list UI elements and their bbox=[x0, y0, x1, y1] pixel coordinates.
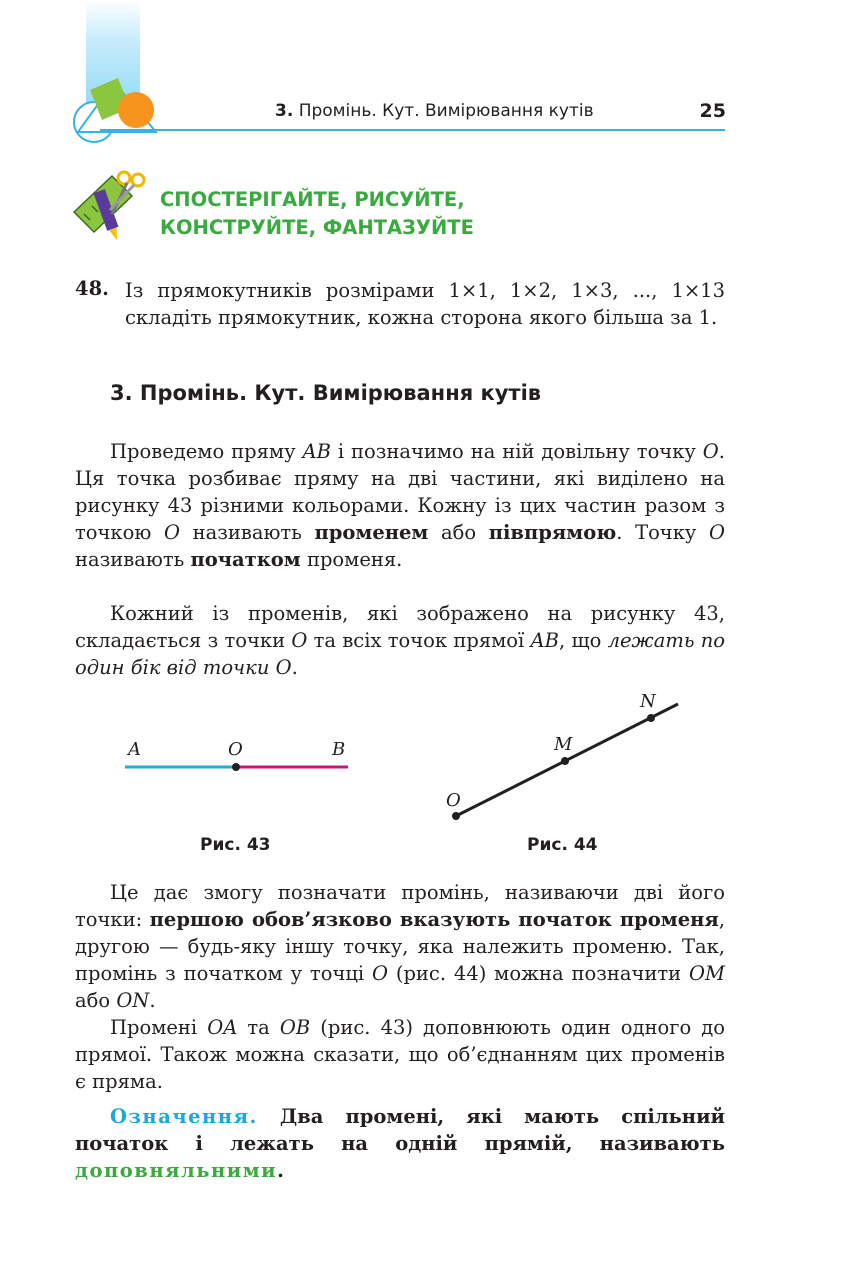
point-O-fig44 bbox=[452, 812, 460, 820]
page-number: 25 bbox=[699, 100, 726, 122]
paragraph-3: Це дає змогу позначати промінь, називаючи дві його точки: першою обов’язково вказують початок променя, другою — будь-яку іншу точку, яка належить променю. Так, промінь з початком у точці O (рис. 44) можна позначити OM або ON. bbox=[75, 881, 725, 1012]
figure-43 bbox=[110, 730, 370, 790]
figure-43-caption: Рис. 43 bbox=[200, 835, 271, 855]
ruler-scissors-pencil-icon bbox=[72, 166, 152, 250]
problem-number: 48. bbox=[75, 277, 109, 300]
figure-44-caption: Рис. 44 bbox=[527, 835, 598, 855]
point-N bbox=[647, 714, 655, 722]
definition: Означення. Два промені, які мають спільний початок і лежать на одній прямій, називають доповняльними. bbox=[75, 1105, 725, 1182]
label-N: N bbox=[640, 691, 656, 712]
label-B: B bbox=[332, 739, 346, 760]
term-origin: початком bbox=[190, 548, 301, 571]
definition-term: доповняльними bbox=[75, 1159, 278, 1182]
definition-label: Означення. bbox=[110, 1105, 258, 1128]
section-title: 3. Промінь. Кут. Вимірювання кутів bbox=[110, 381, 542, 405]
figure-44 bbox=[440, 688, 690, 828]
paragraph-1: Проведемо пряму AB і позначимо на ній довільну точку O. Ця точка розбиває пряму на дві частини, які виділено на рисунку 43 різними кольорами. Кожну із цих частин разом з точкою O називають променем або півпрямою. Точку O називають початком променя. bbox=[75, 440, 725, 571]
term-half-line: півпрямою bbox=[488, 521, 617, 544]
term-ray: променем bbox=[314, 521, 429, 544]
activity-heading-line2: КОНСТРУЙТЕ, ФАНТАЗУЙТЕ bbox=[160, 216, 474, 239]
header-shapes-icon bbox=[66, 76, 162, 144]
label-M: M bbox=[554, 734, 573, 755]
label-A: A bbox=[128, 739, 141, 760]
label-O-fig44: O bbox=[446, 790, 461, 811]
paragraph-4: Промені OA та OB (рис. 43) доповнюють один одного до прямої. Також можна сказати, що об’єднанням цих променів є пряма. bbox=[75, 1016, 726, 1093]
running-title: 3. Промінь. Кут. Вимірювання кутів bbox=[275, 101, 594, 121]
header-rule bbox=[100, 129, 725, 131]
point-M bbox=[561, 757, 569, 765]
activity-heading bbox=[160, 186, 474, 242]
problem-text: Із прямокутників розмірами 1×1, 1×2, 1×3, ..., 1×13 складіть прямокутник, кожна сторона якого більша за 1. bbox=[125, 279, 725, 329]
activity-heading-line1: СПОСТЕРІГАЙТЕ, РИСУЙТЕ, bbox=[160, 188, 465, 211]
label-O-fig43: O bbox=[228, 739, 243, 760]
paragraph-2: Кожний із променів, які зображено на рисунку 43, складається з точки O та всіх точок прямої AB, що лежать по один бік від точки O. bbox=[75, 602, 726, 679]
point-O-fig43 bbox=[232, 763, 240, 771]
